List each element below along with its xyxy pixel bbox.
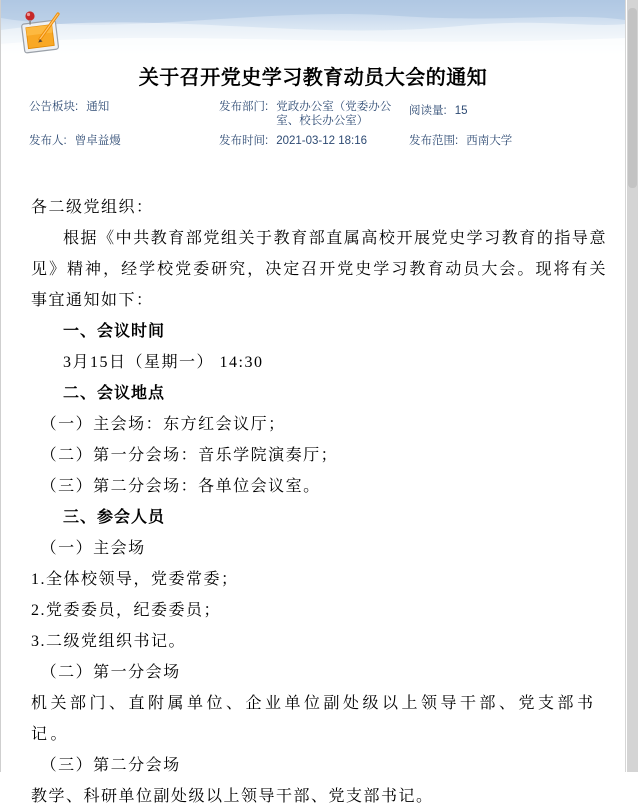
meta-value: 曾卓益熳 [74,135,121,147]
attendees-main-2: 2.党委委员，纪委委员； [31,602,222,619]
venue-branch-1: （二）第一分会场：音乐学院演奏厅； [40,447,339,464]
meta-value: 西南大学 [466,135,513,147]
attendees-main-3: 3.二级党组织书记。 [31,633,187,650]
meta-label: 发布人: [29,135,67,147]
meta-panel [29,100,617,148]
meta-label: 阅读量: [409,105,447,117]
meta-label: 发布部门: [219,101,269,113]
attendees-main-1: 1.全体校领导，党委常委； [31,571,239,588]
section-2-heading: 二、会议地点 [63,385,166,402]
attendees-branch-1-heading: （二）第一分会场 [40,664,181,681]
page-header [1,0,625,57]
meta-label: 公告板块: [29,101,79,113]
scrollbar-thumb[interactable] [628,8,637,188]
attendees-branch-2-heading: （三）第二分会场 [40,757,181,774]
meta-publish-time [219,134,409,148]
memo-icon [15,6,67,58]
salutation: 各二级党组织： [31,199,154,216]
meta-board-section [29,100,219,128]
meta-read-count [409,100,617,128]
meeting-time: 3月15日（星期一） 14:30 [63,354,264,371]
meta-publisher [29,134,219,148]
meta-label: 发布时间: [219,135,269,147]
attendees-branch-1-list: 机关部门、直附属单位、企业单位副处级以上领导干部、党支部书记。 [31,695,597,743]
page-title: 关于召开党史学习教育动员大会的通知 [138,67,488,89]
venue-main: （一）主会场：东方红会议厅； [40,416,286,433]
intro-paragraph: 根据《中共教育部党组关于教育部直属高校开展党史学习教育的指导意见》精神，经学校党委研究，决定召开党史学习教育动员大会。现将有关事宜通知如下： [31,230,607,309]
meta-publish-scope [409,134,617,148]
header-wave-decoration [1,0,625,57]
vertical-scrollbar[interactable] [627,0,638,772]
meta-publish-department [219,100,409,128]
attendees-branch-2-list: 教学、科研单位副处级以上领导干部、党支部书记。 [31,788,434,805]
attendees-main-heading: （一）主会场 [40,540,146,557]
notice-body [31,192,607,812]
meta-value: 通知 [86,101,110,113]
section-3-heading: 三、参会人员 [63,509,166,526]
meta-value: 党政办公室（党委办公室、校长办公室） [276,101,392,127]
meta-value: 15 [454,105,468,117]
meta-value: 2021-03-12 18:16 [276,135,368,147]
meta-label: 发布范围: [409,135,459,147]
venue-branch-2: （三）第二分会场：各单位会议室。 [40,478,321,495]
section-1-heading: 一、会议时间 [63,323,166,340]
